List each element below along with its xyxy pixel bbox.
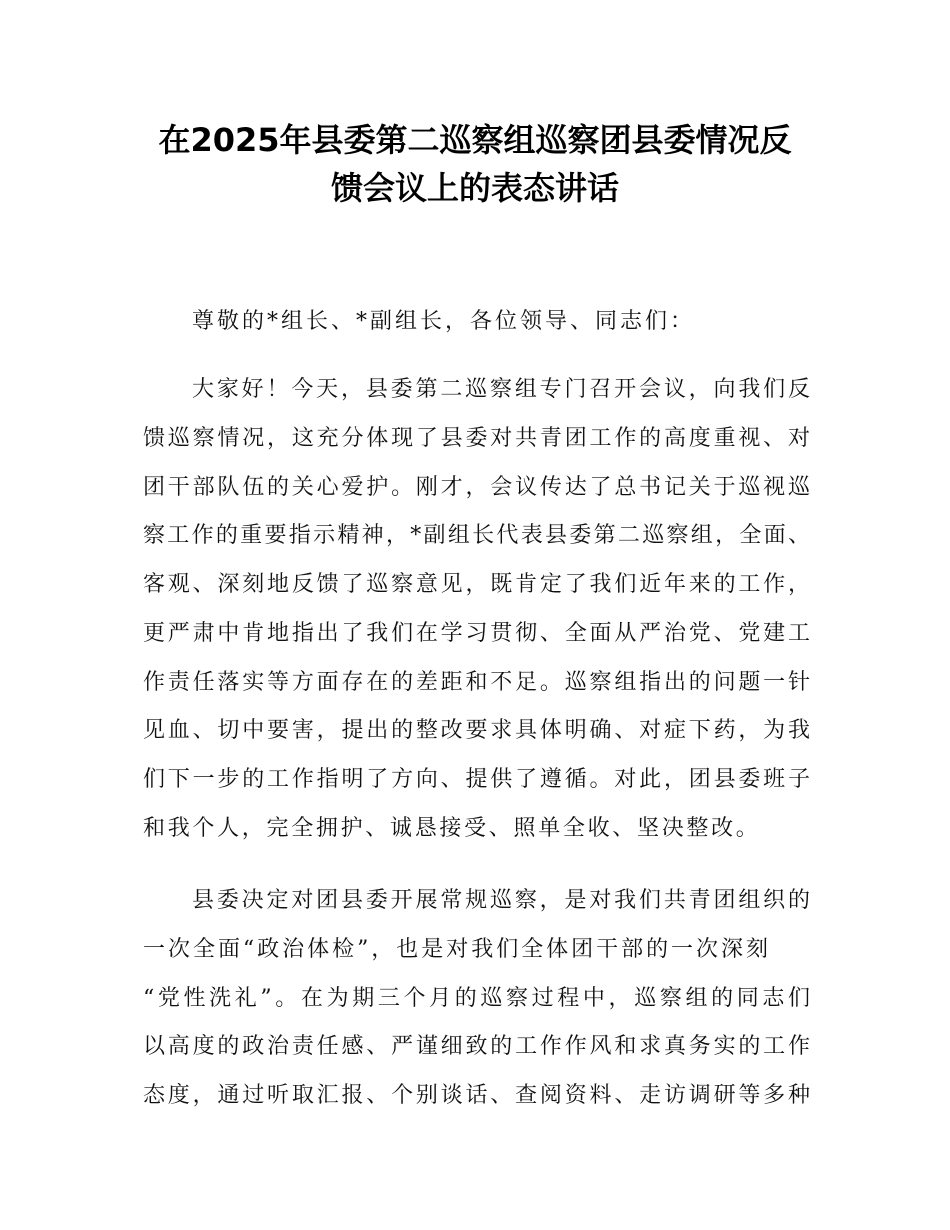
paragraph-line: 客观、深刻地反馈了巡察意见，既肯定了我们近年来的工作，: [143, 572, 810, 597]
paragraph-line: 馈巡察情况，这充分体现了县委对共青团工作的高度重视、对: [143, 426, 810, 451]
paragraph-line: 以高度的政治责任感、严谨细致的工作作风和求真务实的工作: [143, 1034, 810, 1059]
paragraph-line: 态度，通过听取汇报、个别谈话、查阅资料、走访调研等多种: [143, 1083, 810, 1108]
paragraph-line: “党性洗礼”。在为期三个月的巡察过程中，巡察组的同志们: [143, 986, 810, 1011]
paragraph-line: 大家好！今天，县委第二巡察组专门召开会议，向我们反: [192, 377, 810, 402]
paragraph-line: 和我个人，完全拥护、诚恳接受、照单全收、坚决整改。: [143, 816, 761, 841]
paragraph-line: 团干部队伍的关心爱护。刚才，会议传达了总书记关于巡视巡: [143, 475, 810, 500]
paragraph-line: 更严肃中肯地指出了我们在学习贯彻、全面从严治党、党建工: [143, 621, 810, 646]
paragraph-line: 们下一步的工作指明了方向、提供了遵循。对此，团县委班子: [143, 767, 810, 792]
paragraph-line: 作责任落实等方面存在的差距和不足。巡察组指出的问题一针: [143, 670, 810, 695]
paragraph-line: 察工作的重要指示精神，*副组长代表县委第二巡察组，全面、: [143, 523, 810, 548]
paragraph-line: 见血、切中要害，提出的整改要求具体明确、对症下药，为我: [143, 718, 810, 743]
salutation: 尊敬的*组长、*副组长，各位领导、同志们：: [192, 309, 696, 334]
paragraph-line: 县委决定对团县委开展常规巡察，是对我们共青团组织的: [192, 888, 810, 913]
document-title-line-2: 馈会议上的表态讲话: [330, 169, 619, 207]
document-title-line-1: 在2025年县委第二巡察组巡察团县委情况反: [158, 121, 792, 159]
paragraph-line: 一次全面“政治体检”，也是对我们全体团干部的一次深刻: [143, 937, 768, 962]
